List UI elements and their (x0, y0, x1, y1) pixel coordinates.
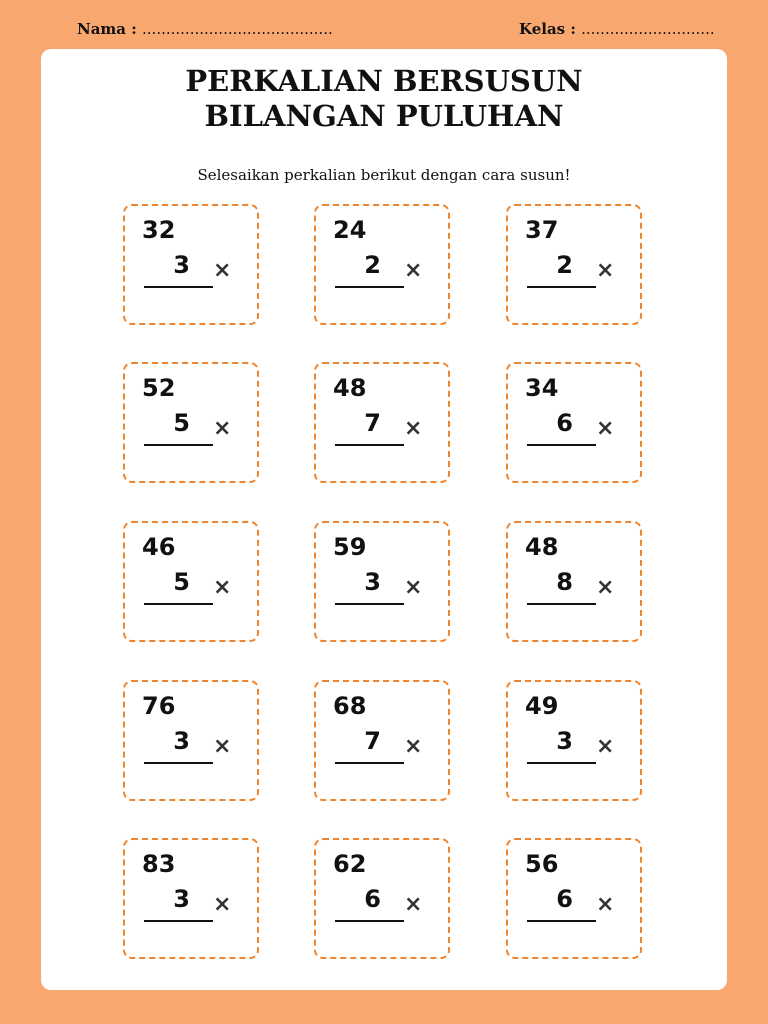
answer-line (527, 286, 596, 288)
multiplicand: 56 (525, 850, 559, 878)
answer-line (144, 762, 213, 764)
answer-line (527, 444, 596, 446)
multiply-icon: × (404, 892, 423, 917)
multiplier: 6 (556, 885, 573, 913)
multiplier: 2 (556, 251, 573, 279)
multiplier: 8 (556, 568, 573, 596)
multiplier: 7 (364, 409, 381, 437)
problem-card[interactable] (314, 680, 450, 801)
multiply-icon: × (213, 892, 232, 917)
multiply-icon: × (596, 416, 615, 441)
multiply-icon: × (404, 575, 423, 600)
problem-card[interactable] (123, 680, 259, 801)
problem-card[interactable] (506, 838, 642, 959)
answer-line (335, 920, 404, 922)
multiplier: 2 (364, 251, 381, 279)
answer-line (144, 444, 213, 446)
answer-line (335, 444, 404, 446)
multiplier: 3 (364, 568, 381, 596)
multiplicand: 76 (142, 692, 176, 720)
multiply-icon: × (213, 416, 232, 441)
multiply-icon: × (404, 734, 423, 759)
name-field[interactable] (77, 20, 333, 38)
multiply-icon: × (596, 892, 615, 917)
multiplicand: 52 (142, 374, 176, 402)
problem-card[interactable] (123, 521, 259, 642)
multiplicand: 46 (142, 533, 176, 561)
multiplicand: 48 (525, 533, 559, 561)
multiply-icon: × (404, 258, 423, 283)
multiplicand: 24 (333, 216, 367, 244)
multiplier: 6 (364, 885, 381, 913)
problem-card[interactable] (314, 204, 450, 325)
answer-line (144, 920, 213, 922)
problem-card[interactable] (123, 362, 259, 483)
answer-line (527, 920, 596, 922)
multiplier: 3 (173, 885, 190, 913)
class-blank[interactable]: ............................ (581, 20, 715, 38)
multiplicand: 32 (142, 216, 176, 244)
multiplier: 5 (173, 568, 190, 596)
class-label: Kelas : (519, 20, 576, 38)
multiplier: 7 (364, 727, 381, 755)
problem-card[interactable] (506, 362, 642, 483)
name-label: Nama : (77, 20, 137, 38)
answer-line (144, 286, 213, 288)
answer-line (335, 762, 404, 764)
title-line-2: BILANGAN PULUHAN (204, 99, 564, 133)
name-blank[interactable]: ........................................ (142, 20, 333, 38)
instruction-text: Selesaikan perkalian berikut dengan cara susun! (197, 166, 571, 184)
multiplicand: 48 (333, 374, 367, 402)
problem-card[interactable] (314, 362, 450, 483)
multiplier: 3 (173, 727, 190, 755)
multiplicand: 34 (525, 374, 559, 402)
answer-line (527, 762, 596, 764)
multiplicand: 68 (333, 692, 367, 720)
multiplicand: 37 (525, 216, 559, 244)
multiply-icon: × (596, 258, 615, 283)
problem-card[interactable] (314, 521, 450, 642)
title-line-1: PERKALIAN BERSUSUN (185, 64, 583, 98)
multiplicand: 62 (333, 850, 367, 878)
multiplier: 5 (173, 409, 190, 437)
multiply-icon: × (213, 734, 232, 759)
answer-line (527, 603, 596, 605)
multiplicand: 83 (142, 850, 176, 878)
answer-line (335, 603, 404, 605)
problem-card[interactable] (123, 838, 259, 959)
multiplicand: 49 (525, 692, 559, 720)
multiply-icon: × (213, 575, 232, 600)
multiply-icon: × (404, 416, 423, 441)
multiplier: 3 (173, 251, 190, 279)
problem-card[interactable] (314, 838, 450, 959)
class-field[interactable] (519, 20, 715, 38)
answer-line (144, 603, 213, 605)
page-title (0, 64, 768, 134)
problem-card[interactable] (506, 521, 642, 642)
multiply-icon: × (213, 258, 232, 283)
multiply-icon: × (596, 734, 615, 759)
problem-card[interactable] (506, 680, 642, 801)
problem-card[interactable] (123, 204, 259, 325)
multiplicand: 59 (333, 533, 367, 561)
multiply-icon: × (596, 575, 615, 600)
problem-card[interactable] (506, 204, 642, 325)
multiplier: 6 (556, 409, 573, 437)
answer-line (335, 286, 404, 288)
multiplier: 3 (556, 727, 573, 755)
